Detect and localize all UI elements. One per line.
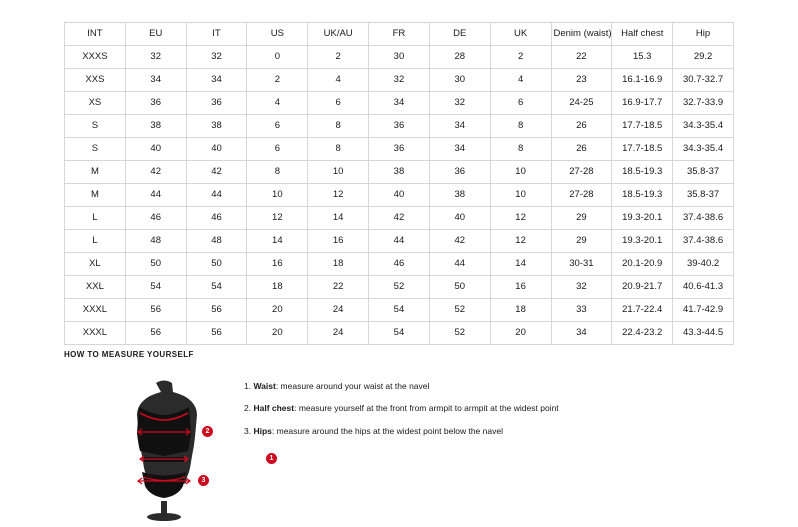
cell-value: 30 (429, 69, 490, 92)
cell-value: 10 (490, 184, 551, 207)
cell-value: 18 (308, 253, 369, 276)
cell-value: 42 (186, 161, 247, 184)
cell-value: 56 (186, 322, 247, 345)
cell-value: 26 (551, 115, 612, 138)
cell-value: 30-31 (551, 253, 612, 276)
cell-value: 34 (429, 115, 490, 138)
mannequin-body (137, 381, 197, 522)
cell-value: 37.4-38.6 (673, 207, 734, 230)
cell-value: 50 (429, 276, 490, 299)
cell-value: 54 (125, 276, 186, 299)
cell-value: 14 (247, 230, 308, 253)
cell-value: 19.3-20.1 (612, 207, 673, 230)
cell-value: 48 (125, 230, 186, 253)
cell-value: 40 (125, 138, 186, 161)
cell-value: 29.2 (673, 46, 734, 69)
cell-value: 17.7-18.5 (612, 115, 673, 138)
cell-value: 35.8-37 (673, 161, 734, 184)
cell-value: 8 (490, 115, 551, 138)
cell-size-label: XXS (65, 69, 126, 92)
cell-value: 4 (490, 69, 551, 92)
cell-value: 28 (429, 46, 490, 69)
column-header-half-chest: Half chest (612, 23, 673, 46)
cell-value: 27-28 (551, 161, 612, 184)
cell-value: 16 (490, 276, 551, 299)
cell-value: 8 (308, 115, 369, 138)
table-row (65, 46, 734, 69)
cell-value: 0 (247, 46, 308, 69)
cell-value: 35.8-37 (673, 184, 734, 207)
cell-value: 20.1-20.9 (612, 253, 673, 276)
cell-value: 32.7-33.9 (673, 92, 734, 115)
cell-value: 34 (369, 92, 430, 115)
cell-value: 2 (247, 69, 308, 92)
cell-value: 16.1-16.9 (612, 69, 673, 92)
note-text-half-chest: : measure yourself at the front from armpit to armpit at the widest point (294, 403, 559, 414)
column-header-us: US (247, 23, 308, 46)
column-header-uk-au: UK/AU (308, 23, 369, 46)
cell-value: 46 (186, 207, 247, 230)
cell-value: 20 (490, 322, 551, 345)
cell-value: 18 (490, 299, 551, 322)
table-row (65, 115, 734, 138)
cell-value: 43.3-44.5 (673, 322, 734, 345)
cell-value: 44 (186, 184, 247, 207)
cell-size-label: L (65, 207, 126, 230)
column-header-int: INT (65, 23, 126, 46)
cell-value: 42 (429, 230, 490, 253)
cell-value: 6 (247, 115, 308, 138)
cell-value: 21.7-22.4 (612, 299, 673, 322)
cell-value: 27-28 (551, 184, 612, 207)
measure-note-waist (244, 381, 724, 392)
cell-value: 6 (247, 138, 308, 161)
cell-size-label: XXXL (65, 322, 126, 345)
cell-value: 40 (186, 138, 247, 161)
cell-value: 18 (247, 276, 308, 299)
cell-value: 10 (247, 184, 308, 207)
cell-value: 24 (308, 322, 369, 345)
cell-value: 12 (308, 184, 369, 207)
cell-value: 34.3-35.4 (673, 138, 734, 161)
cell-value: 54 (186, 276, 247, 299)
cell-value: 20 (247, 299, 308, 322)
cell-size-label: M (65, 161, 126, 184)
cell-value: 52 (429, 299, 490, 322)
cell-value: 42 (125, 161, 186, 184)
cell-value: 29 (551, 207, 612, 230)
table-row (65, 322, 734, 345)
cell-value: 56 (125, 299, 186, 322)
table-row (65, 207, 734, 230)
cell-value: 34 (429, 138, 490, 161)
cell-value: 8 (308, 138, 369, 161)
cell-value: 44 (369, 230, 430, 253)
cell-value: 30.7-32.7 (673, 69, 734, 92)
cell-value: 20.9-21.7 (612, 276, 673, 299)
cell-value: 38 (125, 115, 186, 138)
measure-note-half-chest (244, 403, 724, 414)
cell-value: 10 (490, 161, 551, 184)
cell-value: 8 (490, 138, 551, 161)
cell-value: 56 (125, 322, 186, 345)
column-header-de: DE (429, 23, 490, 46)
cell-value: 36 (125, 92, 186, 115)
badge-waist: 1 (266, 453, 277, 464)
cell-size-label: XS (65, 92, 126, 115)
cell-value: 12 (490, 207, 551, 230)
cell-value: 12 (490, 230, 551, 253)
note-text-waist: : measure around your waist at the navel (275, 381, 430, 391)
cell-size-label: S (65, 115, 126, 138)
cell-value: 16.9-17.7 (612, 92, 673, 115)
column-header-uk: UK (490, 23, 551, 46)
cell-value: 38 (429, 184, 490, 207)
size-conversion-table (64, 22, 734, 345)
cell-value: 22.4-23.2 (612, 322, 673, 345)
measure-notes-list (244, 381, 724, 448)
cell-value: 36 (369, 115, 430, 138)
cell-value: 46 (125, 207, 186, 230)
column-header-hip: Hip (673, 23, 734, 46)
table-row (65, 276, 734, 299)
cell-value: 10 (308, 161, 369, 184)
cell-value: 36 (429, 161, 490, 184)
cell-size-label: L (65, 230, 126, 253)
cell-value: 16 (308, 230, 369, 253)
cell-value: 52 (429, 322, 490, 345)
cell-value: 16 (247, 253, 308, 276)
cell-value: 23 (551, 69, 612, 92)
cell-value: 24-25 (551, 92, 612, 115)
how-to-measure-section (64, 350, 744, 484)
note-term-hips: Hips (253, 425, 272, 436)
cell-value: 33 (551, 299, 612, 322)
table-row (65, 184, 734, 207)
column-header-it: IT (186, 23, 247, 46)
cell-value: 4 (308, 69, 369, 92)
table-header (65, 23, 734, 46)
cell-size-label: XXXL (65, 299, 126, 322)
cell-value: 40 (369, 184, 430, 207)
cell-value: 48 (186, 230, 247, 253)
how-to-measure-title: HOW TO MEASURE YOURSELF (64, 350, 194, 359)
mannequin-illustration (112, 377, 232, 522)
cell-value: 34.3-35.4 (673, 115, 734, 138)
cell-value: 32 (125, 46, 186, 69)
cell-value: 22 (308, 276, 369, 299)
badge-half-chest: 2 (202, 426, 213, 437)
cell-value: 32 (186, 46, 247, 69)
cell-value: 56 (186, 299, 247, 322)
cell-value: 50 (186, 253, 247, 276)
cell-value: 2 (490, 46, 551, 69)
note-term-waist: Waist (253, 381, 276, 391)
cell-value: 54 (369, 299, 430, 322)
cell-value: 6 (308, 92, 369, 115)
cell-value: 38 (369, 161, 430, 184)
cell-value: 18.5-19.3 (612, 161, 673, 184)
cell-size-label: M (65, 184, 126, 207)
cell-value: 34 (551, 322, 612, 345)
cell-value: 12 (247, 207, 308, 230)
cell-size-label: XL (65, 253, 126, 276)
table-row (65, 161, 734, 184)
table-row (65, 230, 734, 253)
cell-value: 15.3 (612, 46, 673, 69)
note-text-hips: : measure around the hips at the widest point below the navel (271, 425, 503, 436)
cell-value: 32 (369, 69, 430, 92)
cell-value: 37.4-38.6 (673, 230, 734, 253)
cell-value: 19.3-20.1 (612, 230, 673, 253)
table-row (65, 69, 734, 92)
cell-value: 14 (490, 253, 551, 276)
cell-value: 42 (369, 207, 430, 230)
cell-value: 52 (369, 276, 430, 299)
cell-value: 20 (247, 322, 308, 345)
cell-size-label: XXXS (65, 46, 126, 69)
table-row (65, 253, 734, 276)
cell-value: 40.6-41.3 (673, 276, 734, 299)
cell-value: 2 (308, 46, 369, 69)
cell-value: 24 (308, 299, 369, 322)
note-number-1: 1. (244, 381, 252, 391)
cell-value: 44 (125, 184, 186, 207)
column-header-denim-waist: Denim (waist) (551, 23, 612, 46)
cell-value: 32 (551, 276, 612, 299)
cell-value: 34 (125, 69, 186, 92)
column-header-fr: FR (369, 23, 430, 46)
cell-value: 39-40.2 (673, 253, 734, 276)
cell-value: 41.7-42.9 (673, 299, 734, 322)
cell-value: 17.7-18.5 (612, 138, 673, 161)
cell-value: 40 (429, 207, 490, 230)
size-table-container (64, 22, 734, 345)
table-header-row (65, 23, 734, 46)
cell-value: 8 (247, 161, 308, 184)
table-row (65, 299, 734, 322)
table-row (65, 138, 734, 161)
measure-note-hips (244, 426, 724, 437)
table-body (65, 46, 734, 345)
table-row (65, 92, 734, 115)
cell-value: 36 (186, 92, 247, 115)
cell-value: 14 (308, 207, 369, 230)
cell-value: 30 (369, 46, 430, 69)
note-number-2: 2. (244, 403, 252, 414)
cell-value: 26 (551, 138, 612, 161)
cell-value: 46 (369, 253, 430, 276)
cell-value: 6 (490, 92, 551, 115)
badge-hips: 3 (198, 475, 209, 486)
cell-value: 29 (551, 230, 612, 253)
note-number-3: 3. (244, 425, 252, 436)
cell-value: 32 (429, 92, 490, 115)
cell-value: 18.5-19.3 (612, 184, 673, 207)
cell-value: 38 (186, 115, 247, 138)
note-term-half-chest: Half chest (253, 403, 295, 414)
cell-value: 36 (369, 138, 430, 161)
cell-value: 34 (186, 69, 247, 92)
cell-value: 54 (369, 322, 430, 345)
cell-value: 22 (551, 46, 612, 69)
cell-value: 4 (247, 92, 308, 115)
cell-value: 44 (429, 253, 490, 276)
cell-size-label: S (65, 138, 126, 161)
column-header-eu: EU (125, 23, 186, 46)
cell-value: 50 (125, 253, 186, 276)
cell-size-label: XXL (65, 276, 126, 299)
